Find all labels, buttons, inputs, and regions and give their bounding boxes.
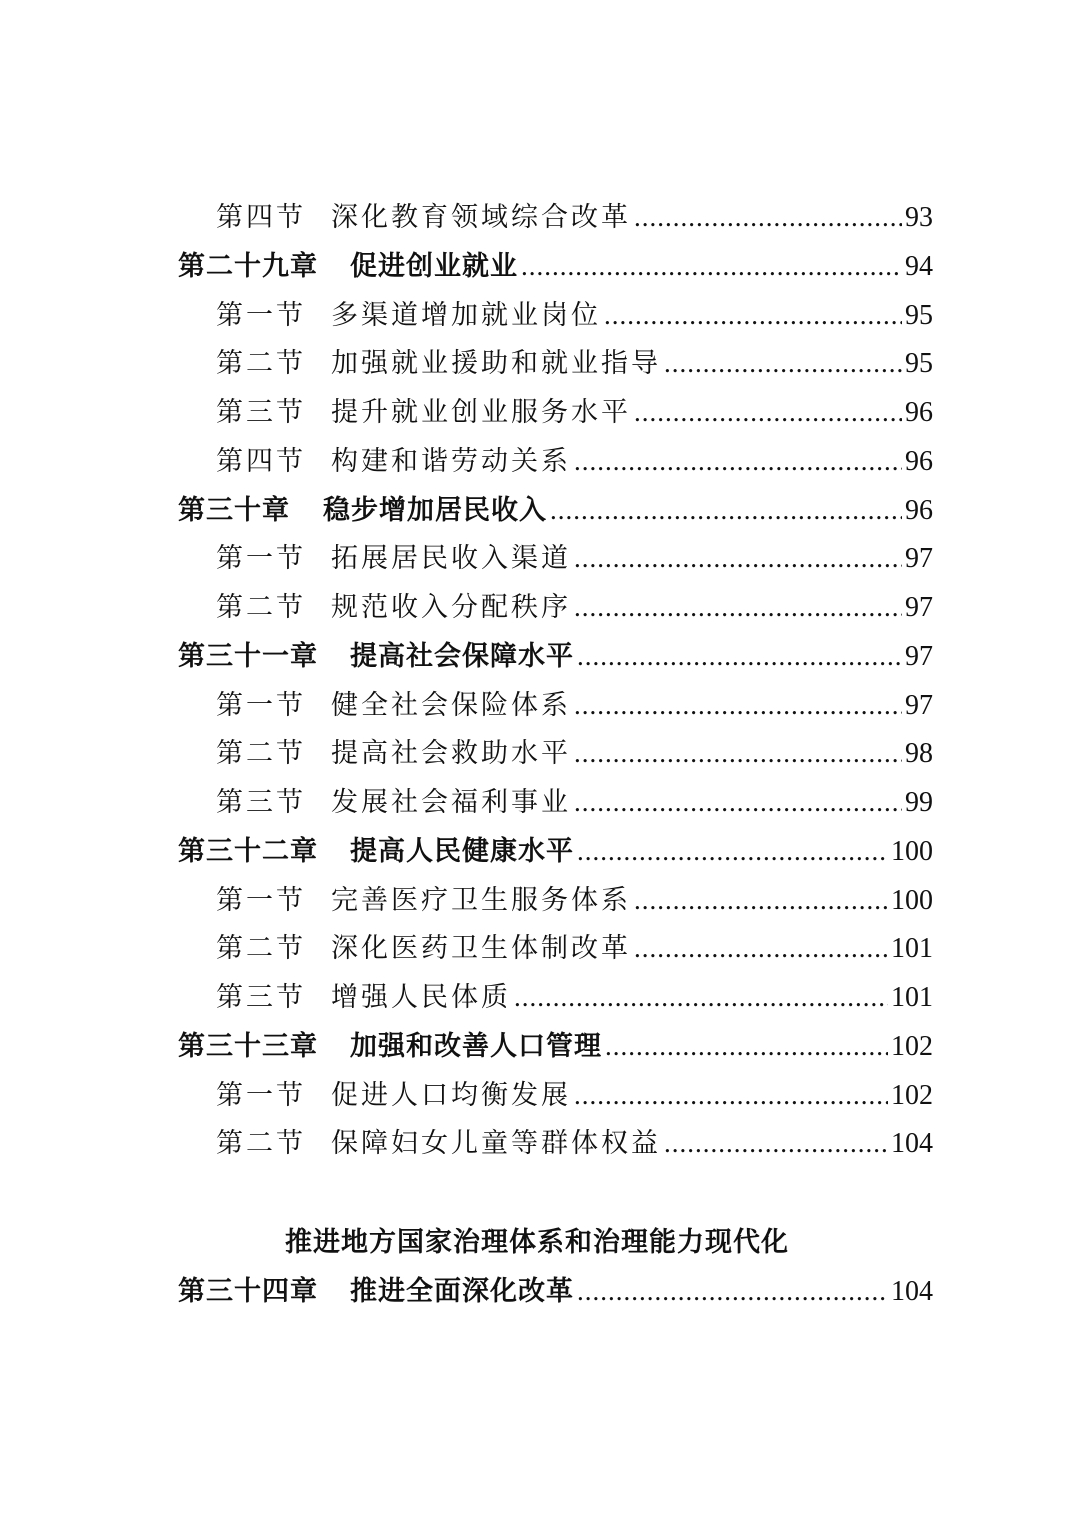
toc-entry-title: 促进创业就业 — [350, 250, 518, 282]
toc-page-number: 102 — [891, 1030, 933, 1062]
toc-entry-title: 推进全面深化改革 — [350, 1276, 574, 1307]
toc-entry-title: 拓展居民收入渠道 — [331, 543, 571, 575]
toc-entry-number: 第三十一章 — [178, 640, 318, 672]
toc-entry-title: 加强就业援助和就业指导 — [331, 348, 661, 380]
toc-section-entry — [178, 973, 933, 1022]
toc-section-entry — [178, 924, 933, 973]
toc-section-entry — [178, 534, 933, 583]
toc-entry-number: 第一节 — [216, 543, 306, 575]
toc-entry-number: 第二节 — [216, 933, 306, 965]
toc-page-number: 95 — [905, 348, 933, 380]
toc-page-number: 104 — [891, 1128, 933, 1160]
toc-page-number: 94 — [905, 250, 933, 282]
toc-section-entry — [178, 681, 933, 730]
toc-dot-leader — [664, 339, 902, 388]
toc-dot-leader — [574, 729, 902, 778]
toc-dot-leader — [521, 242, 902, 291]
toc-entry-number: 第三十二章 — [178, 835, 318, 867]
toc-page-number: 101 — [891, 933, 933, 965]
toc-entry-number: 第四节 — [216, 202, 306, 233]
toc-dot-leader — [574, 778, 902, 827]
toc-dot-leader — [577, 1267, 888, 1316]
toc-entry-title: 提高人民健康水平 — [350, 835, 574, 867]
toc-entry-number: 第三十四章 — [178, 1276, 318, 1307]
toc-entry-title: 健全社会保险体系 — [331, 689, 571, 721]
toc-entry-number: 第二十九章 — [178, 250, 318, 282]
toc-dot-leader — [550, 486, 902, 535]
toc-chapter-entry — [178, 827, 933, 876]
toc-page-number: 104 — [891, 1276, 933, 1307]
part-heading: 推进地方国家治理体系和治理能力现代化 — [285, 1227, 789, 1258]
toc-page-number: 93 — [905, 202, 933, 233]
toc-entry-title: 促进人口均衡发展 — [331, 1079, 571, 1111]
toc-entry-title: 提高社会保障水平 — [350, 640, 574, 672]
toc-dot-leader — [634, 388, 902, 437]
toc-entry-number: 第二节 — [216, 738, 306, 770]
toc-page-number: 96 — [905, 494, 933, 526]
toc-entry-title: 多渠道增加就业岗位 — [331, 299, 601, 331]
toc-entry-title: 稳步增加居民收入 — [323, 494, 547, 526]
toc-dot-leader — [664, 1119, 888, 1168]
toc-section-entry — [178, 583, 933, 632]
toc-entry-title: 规范收入分配秩序 — [331, 592, 571, 623]
toc-entry-title: 深化教育领域综合改革 — [331, 202, 631, 233]
toc-section-entry — [178, 1119, 933, 1168]
toc-entry-number: 第三节 — [216, 787, 306, 818]
toc-section-entry — [178, 778, 933, 827]
toc-dot-leader — [634, 193, 902, 242]
toc-entry-number: 第三节 — [216, 397, 306, 428]
toc-section-entry — [178, 729, 933, 778]
toc-dot-leader — [604, 291, 902, 340]
toc-entry-number: 第一节 — [216, 884, 306, 916]
toc-page-number: 97 — [905, 689, 933, 721]
toc-page-number: 100 — [891, 835, 933, 867]
table-of-contents — [178, 193, 933, 1168]
toc-page-number: 96 — [905, 445, 933, 477]
toc-entry-title: 提高社会救助水平 — [331, 738, 571, 770]
toc-chapter-entry — [178, 1267, 933, 1316]
toc-entry-number: 第四节 — [216, 445, 306, 477]
toc-entry-title: 构建和谐劳动关系 — [331, 445, 571, 477]
toc-entry-number: 第三节 — [216, 982, 306, 1013]
toc-page-number: 98 — [905, 738, 933, 770]
toc-entry-title: 深化医药卫生体制改革 — [331, 933, 631, 965]
toc-page-number: 97 — [905, 543, 933, 575]
toc-entry-title: 保障妇女儿童等群体权益 — [331, 1128, 661, 1160]
toc-entry-number: 第三十三章 — [178, 1030, 318, 1062]
toc-chapter-entry — [178, 242, 933, 291]
toc-entry-number: 第一节 — [216, 299, 306, 331]
toc-entry-title: 完善医疗卫生服务体系 — [331, 884, 631, 916]
toc-section-entry — [178, 1071, 933, 1120]
toc-dot-leader — [634, 876, 888, 925]
toc-page-number: 102 — [891, 1079, 933, 1111]
toc-entry-title: 发展社会福利事业 — [331, 787, 571, 818]
toc-entry-number: 第一节 — [216, 689, 306, 721]
toc-page-number: 101 — [891, 982, 933, 1013]
toc-page-number: 95 — [905, 299, 933, 331]
toc-dot-leader — [574, 583, 902, 632]
toc-entry-number: 第二节 — [216, 1128, 306, 1160]
toc-dot-leader — [574, 1071, 888, 1120]
toc-dot-leader — [577, 632, 902, 681]
table-of-contents-continued — [178, 1267, 933, 1316]
toc-section-entry — [178, 388, 933, 437]
toc-section-entry — [178, 876, 933, 925]
toc-section-entry — [178, 437, 933, 486]
toc-entry-number: 第二节 — [216, 348, 306, 380]
toc-dot-leader — [574, 681, 902, 730]
toc-page-number: 96 — [905, 397, 933, 428]
toc-chapter-entry — [178, 1022, 933, 1071]
toc-entry-number: 第一节 — [216, 1079, 306, 1111]
toc-section-entry — [178, 291, 933, 340]
toc-dot-leader — [514, 973, 888, 1022]
toc-dot-leader — [634, 924, 888, 973]
toc-chapter-entry — [178, 486, 933, 535]
toc-entry-title: 增强人民体质 — [331, 982, 511, 1013]
toc-page-number: 99 — [905, 787, 933, 818]
toc-dot-leader — [574, 437, 902, 486]
toc-entry-number: 第三十章 — [178, 494, 290, 526]
toc-entry-title: 提升就业创业服务水平 — [331, 397, 631, 428]
toc-dot-leader — [577, 827, 888, 876]
toc-dot-leader — [574, 534, 902, 583]
toc-entry-number: 第二节 — [216, 592, 306, 623]
toc-page-number: 100 — [891, 884, 933, 916]
toc-section-entry — [178, 193, 933, 242]
toc-chapter-entry — [178, 632, 933, 681]
toc-page-number: 97 — [905, 592, 933, 623]
toc-section-entry — [178, 339, 933, 388]
toc-dot-leader — [605, 1022, 888, 1071]
toc-entry-title: 加强和改善人口管理 — [350, 1030, 602, 1062]
toc-page-number: 97 — [905, 640, 933, 672]
